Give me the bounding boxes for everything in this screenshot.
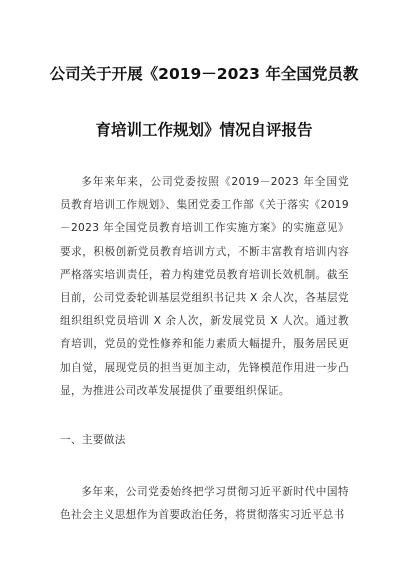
section-heading-main-practices: 一、主要做法	[60, 434, 126, 446]
report-title-line-1: 公司关于开展《2019－2023 年全国党员教	[49, 65, 359, 83]
report-title-line-2: 育培训工作规划》情况自评报告	[95, 121, 313, 139]
main-practices-paragraph: 多年来，公司党委始终把学习贯彻习近平新时代中国特色社会主义思想作为首要政治任务，将贯彻落实习近平总书	[60, 486, 349, 522]
intro-paragraph: 多年来年来，公司党委按照《2019－2023 年全国党员教育培训工作规划》、集团党委工作部《关于落实《2019－2023 年全国党员教育培训工作实施方案》的实施意见》要求，积极创新党员教育培训方式，不断丰富教育培训内容严格落实培训责任，着力构建党员教育培训长效机制。截至目前，公司党委轮训基层党组织书记共 X 余人次，各基层党组织组织党员培训 X 余人次，新发展党员 X 人次。通过教育培训，党员的党性修养和能力素质大幅提升，服务居民更加自觉，展现党员的担当更加主动，先锋模范作用进一步凸显，为推进公司改革发展提供了重要组织保证。	[60, 176, 349, 397]
